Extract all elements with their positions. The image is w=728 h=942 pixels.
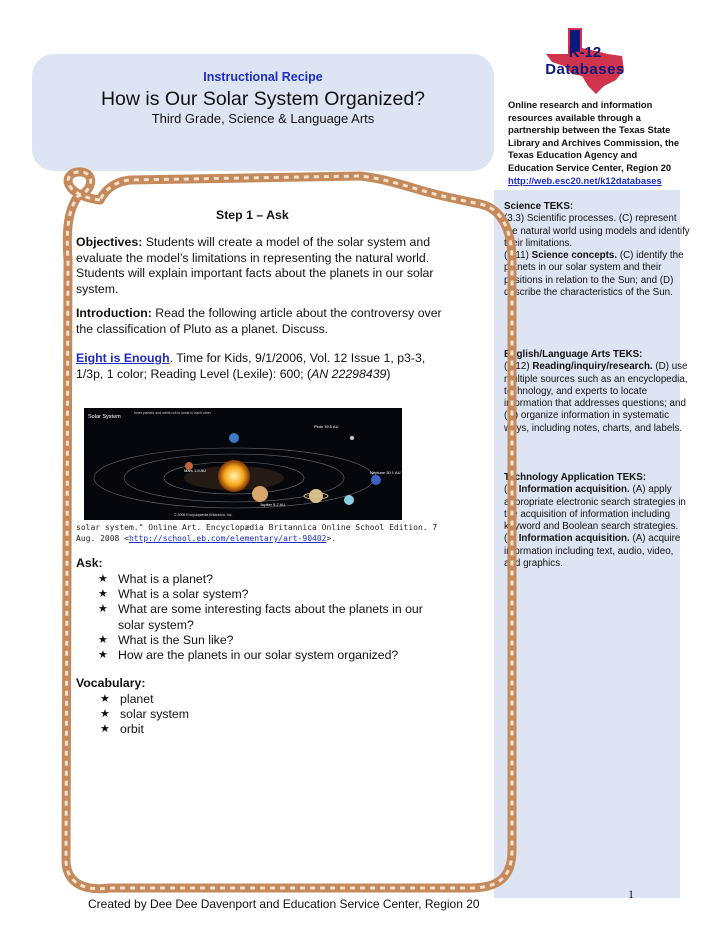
footer-credit: Created by Dee Dee Davenport and Education Service Center, Region 20 [88, 897, 480, 911]
ela-teks-item: (3.12) Reading/inquiry/research. (D) use multiple sources such as an encyclopedia, technology, and experts to locate information that addresses questions; and (G) organize information in systematic ways, including notes, charts, and labels. [504, 361, 688, 434]
tech-teks-item: (5) Information acquisition. (A) acquire information including text, audio, video, and graphics. [504, 533, 681, 570]
caption-link[interactable]: http://school.eb.com/elementary/art-90402 [128, 534, 327, 543]
star-bullet-icon: ★ [98, 573, 108, 585]
list-item: ★ What is the Sun like? [98, 632, 234, 647]
star-bullet-icon: ★ [100, 693, 110, 705]
objectives: Objectives: Students will create a model of the solar system and evaluate the model’s limitations in representing the natural world. Students will explain important facts about the planets in our solar system. [76, 235, 434, 296]
figure-title: Solar System [88, 414, 121, 420]
star-bullet-icon: ★ [98, 603, 108, 616]
solar-system-image [84, 408, 402, 520]
page-subtitle: Third Grade, Science & Language Arts [151, 111, 375, 126]
tech-teks-heading: Technology Application TEKS: [504, 472, 647, 483]
figure-label-mars: Mars 1.5 AU [184, 468, 207, 473]
ask-heading: Ask: [76, 556, 103, 570]
vocabulary-list [100, 692, 450, 738]
logo-text-k12: K-12 [568, 44, 602, 61]
partner-text: Online research and information resources available through a partnership between the Texas State Library and Archives Commission, the Texas Education Agency and Education Service Center, Region 20 [508, 99, 680, 173]
vocabulary-heading: Vocabulary: [76, 676, 146, 690]
figure-label-pluto: Pluto 39.5 AU [314, 424, 339, 429]
list-item: ★ solar system [100, 707, 190, 722]
ask-list [98, 572, 448, 663]
ela-teks-heading: English/Language Arts TEKS: [504, 349, 643, 360]
step-heading: Step 1 – Ask [216, 208, 289, 222]
figure-credit: © 2006 Encyclopædia Britannica, Inc. [174, 513, 233, 517]
list-item: ★ What is a planet? [98, 572, 214, 586]
science-teks-item: (3.3) Scientific processes. (C) represent the natural world using models and identify their limitations. [504, 213, 690, 249]
doc-kicker: Instructional Recipe [203, 70, 323, 84]
list-item: ★ What is a solar system? [98, 587, 249, 602]
star-bullet-icon: ★ [98, 633, 108, 646]
page-number: 1 [628, 887, 634, 901]
figure-caption: solar system." Online Art. Encyclopædia Britannica Online School Edition. 7 Aug. 2008 <http://school.eb.com/elementary/art-90402>. [76, 523, 438, 543]
tech-teks-item: (4) Information acquisition. (A) apply appropriate electronic search strategies in the acquisition of information including keyword and Boolean search strategies. [504, 484, 686, 533]
article-citation: Eight is Enough. Time for Kids, 9/1/2006, Vol. 12 Issue 1, p3-3, 1/3p, 1 color; Reading Level (Lexile): 600; (AN 22298439) [76, 351, 426, 381]
list-item: ★ planet [100, 692, 154, 706]
star-bullet-icon: ★ [100, 708, 110, 721]
science-teks-heading: Science TEKS: [504, 201, 574, 212]
star-bullet-icon: ★ [98, 588, 108, 601]
page-title: How is Our Solar System Organized? [100, 88, 426, 110]
list-item: ★ How are the planets in our solar system organized? [98, 648, 399, 663]
figure-label-neptune: Neptune 30.1 AU [370, 470, 401, 475]
list-item: ★ What are some interesting facts about the planets in our solar system? [98, 602, 423, 632]
figure-label-jupiter: Jupiter 5.2 AU [260, 502, 286, 507]
list-item: ★ orbit [100, 722, 144, 737]
introduction: Introduction: Read the following article about the controversy over the classification of Pluto as a planet. Discuss. [76, 306, 442, 336]
logo-text-databases: Databases [545, 61, 625, 78]
partner-link[interactable]: http://web.esc20.net/k12databases [508, 174, 662, 186]
star-bullet-icon: ★ [100, 723, 110, 736]
article-link[interactable]: Eight is Enough [76, 351, 170, 365]
figure-note: Inner planets and orbits not to scale to each other [134, 411, 211, 415]
star-bullet-icon: ★ [98, 649, 108, 662]
science-teks-item: (3.11) Science concepts. (C) identify the planets in our solar system and their positions in relation to the Sun; and (D) describe the characteristics of the Sun. [504, 250, 684, 299]
